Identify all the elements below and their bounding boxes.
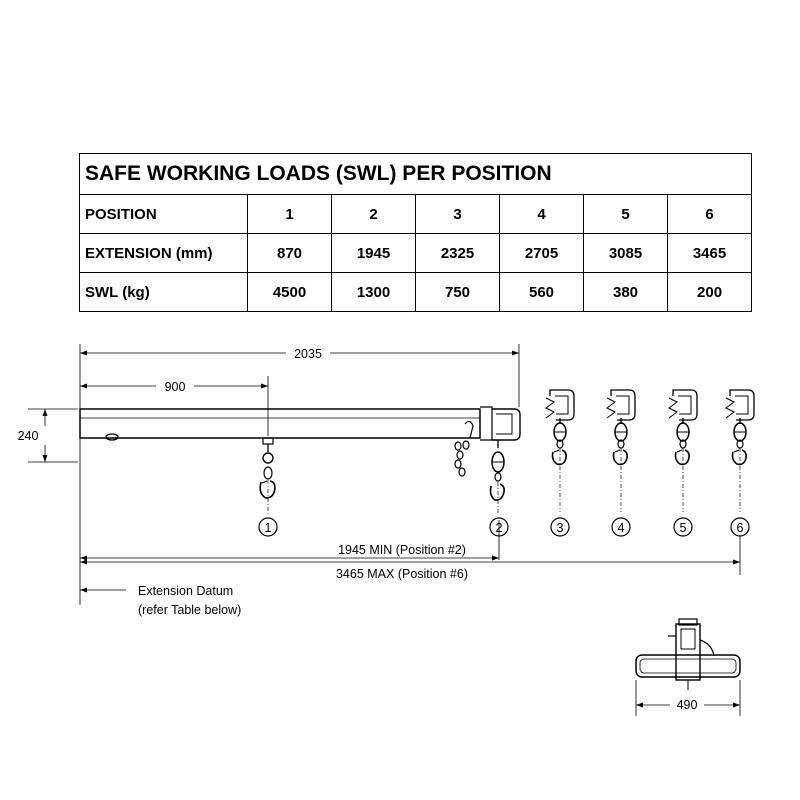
dim-hook-offset: 900: [164, 380, 186, 394]
hook-position-3: [546, 390, 574, 512]
hook-position-4: [607, 390, 635, 512]
position-cell: 4: [500, 195, 584, 234]
table-title: SAFE WORKING LOADS (SWL) PER POSITION: [80, 154, 752, 195]
position-cell: 6: [668, 195, 752, 234]
dim-width: 490: [676, 698, 698, 712]
extension-cell: 2705: [500, 234, 584, 273]
dim-height: 240: [17, 429, 39, 443]
row-label-swl: SWL (kg): [80, 273, 248, 312]
position-marker-2: 2: [495, 521, 503, 535]
hook-position-6: [726, 390, 754, 512]
dim-min-extension: 1945 MIN (Position #2): [338, 543, 466, 557]
swl-cell: 200: [668, 273, 752, 312]
position-marker-6: 6: [736, 521, 744, 535]
swl-cell: 560: [500, 273, 584, 312]
row-label-extension: EXTENSION (mm): [80, 234, 248, 273]
position-marker-5: 5: [679, 521, 687, 535]
extension-cell: 2325: [416, 234, 500, 273]
position-cell: 1: [248, 195, 332, 234]
extension-cell: 3465: [668, 234, 752, 273]
position-markers: [259, 518, 749, 536]
extension-cell: 1945: [332, 234, 416, 273]
swl-cell: 4500: [248, 273, 332, 312]
position-marker-3: 3: [556, 521, 564, 535]
swl-cell: 380: [584, 273, 668, 312]
position-marker-4: 4: [617, 521, 625, 535]
position-cell: 3: [416, 195, 500, 234]
position-cell: 2: [332, 195, 416, 234]
position-cell: 5: [584, 195, 668, 234]
position-marker-1: 1: [264, 521, 272, 535]
hook-position-2: [491, 440, 505, 515]
swl-cell: 750: [416, 273, 500, 312]
datum-label-line-2: (refer Table below): [138, 603, 242, 617]
row-label-position: POSITION: [80, 195, 248, 234]
datum-label-line-1: Extension Datum: [138, 584, 234, 598]
extension-cell: 3085: [584, 234, 668, 273]
swl-cell: 1300: [332, 273, 416, 312]
chain-position-2: [455, 421, 473, 476]
jib-boom: [80, 407, 520, 440]
dim-max-extension: 3465 MAX (Position #6): [335, 567, 469, 581]
hook-position-5: [669, 390, 697, 512]
dim-overall-length: 2035: [294, 347, 322, 361]
hook-position-1: [260, 438, 275, 515]
dimension-lines: [28, 344, 740, 605]
extension-cell: 870: [248, 234, 332, 273]
